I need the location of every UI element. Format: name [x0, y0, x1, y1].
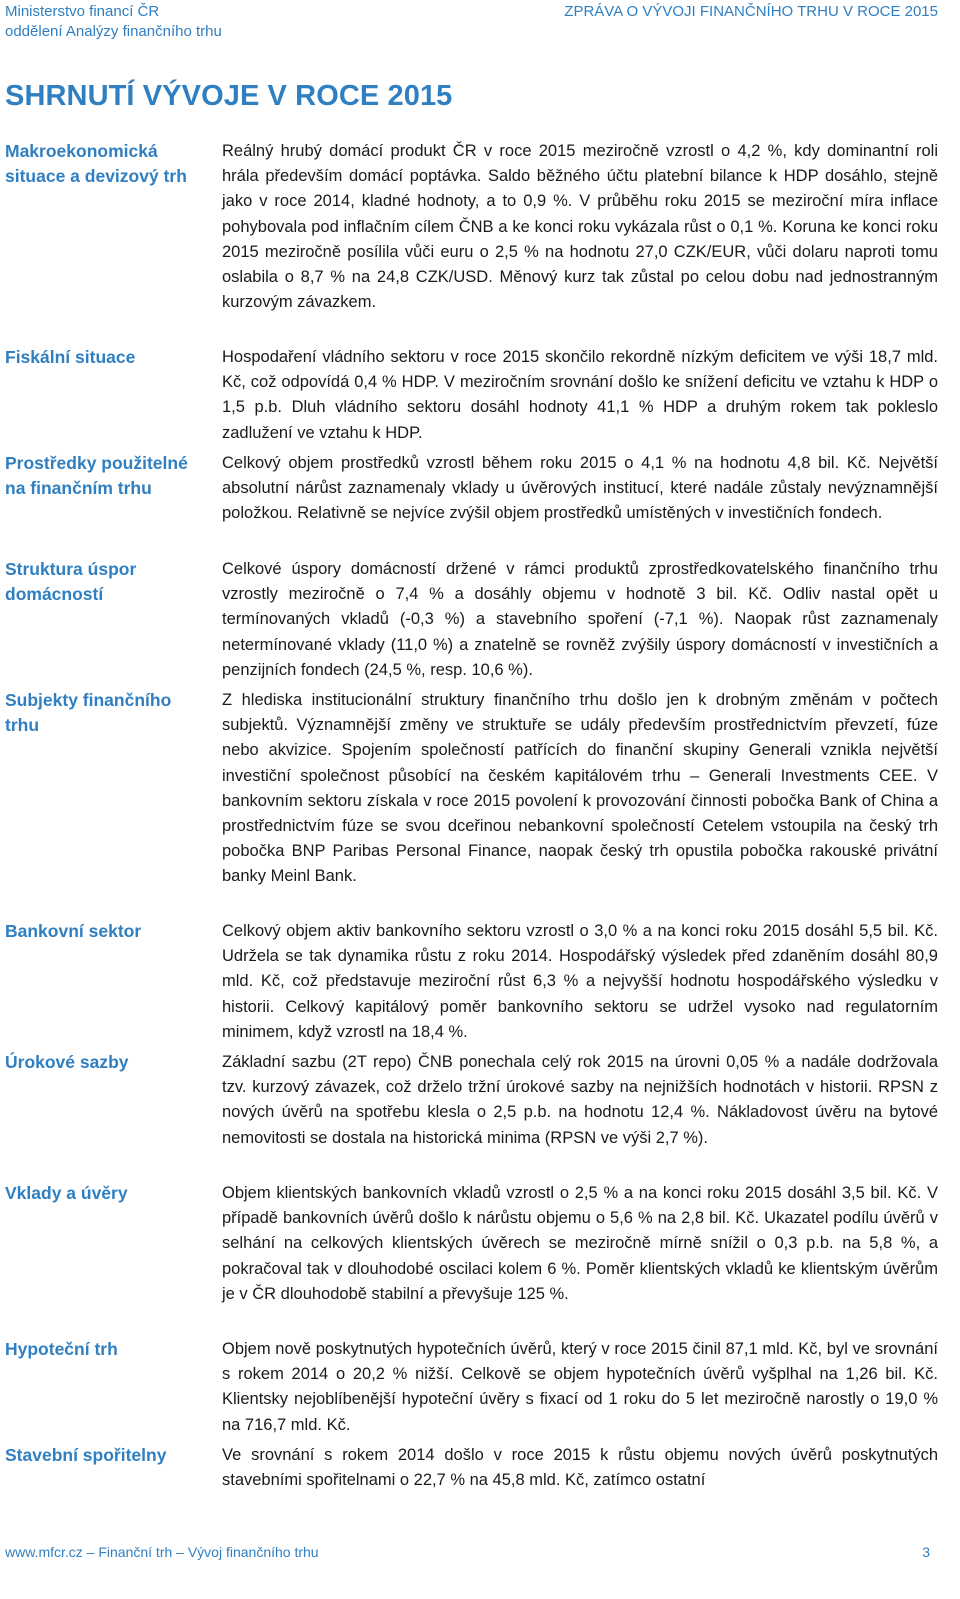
section-text-macro: Reálný hrubý domácí produkt ČR v roce 2015 meziročně vzrostl o 4,2 %, kdy dominantní roli hrála především domácí poptávka. Saldo běžného účtu platební bilance k HDP dosáhlo, stejně jako v roce 2014, kladné hodnoty, a to 0,9 %. V průběhu roku 2015 se meziroční míra inflace pohybovala pod inflačním cílem ČNB a ke konci roku vykázala růst o 0,1 %. Koruna ke konci roku 2015 meziročně posílila vůči euru o 2,5 % na hodnotu 27,0 CZK/EUR, vůči dolaru naproti tomu oslabila o 8,7 % na 24,8 CZK/USD. Měnový kurz tak zůstal po celou dobu nad jednostranným kurzovým závazkem. — [222, 142, 938, 312]
section-heading-mortgage: Hypoteční trh — [5, 1339, 118, 1359]
section-heading-macro: Makroekonomická situace a devizový trh — [5, 141, 187, 186]
section-heading-resources: Prostředky použitelné na finančním trhu — [5, 453, 188, 498]
section-heading-banking: Bankovní sektor — [5, 921, 142, 941]
section-text-building-savings: Ve srovnání s rokem 2014 došlo v roce 2015 k růstu objemu nových úvěrů poskytnutých stavebními spořitelnami o 22,7 % na 45,8 mld. Kč, zatímco ostatní — [222, 1446, 938, 1490]
page-number: 3 — [922, 1544, 930, 1560]
section-heading-rates: Úrokové sazby — [5, 1052, 129, 1072]
header-org-line2: oddělení Analýzy finančního trhu — [5, 23, 222, 40]
footer-link[interactable]: www.mfcr.cz – Finanční trh – Vývoj finančního trhu — [5, 1544, 319, 1560]
page-title: SHRNUTÍ VÝVOJE V ROCE 2015 — [5, 80, 453, 112]
section-text-fiscal: Hospodaření vládního sektoru v roce 2015 skončilo rekordně nízkým deficitem ve výši 18,7 mld. Kč, což odpovídá 0,4 % HDP. V meziročním srovnání došlo ke snížení deficitu ve vztahu k HDP o 1,5 p.b. Dluh vládního sektoru dosáhl hodnoty 41,1 % HDP a druhým rokem tak pokleslo zadlužení ve vztahu k HDP. — [222, 348, 938, 442]
section-text-mortgage: Objem nově poskytnutých hypotečních úvěrů, který v roce 2015 činil 87,1 mld. Kč, byl ve srovnání s rokem 2014 o 20,2 % nižší. Celkově se objem hypotečních úvěrů vyšplhal na 1,26 bil. Kč. Klientsky nejoblíbenější hypoteční úvěry s fixací od 1 roku do 5 let meziročně narostly o 19,0 % na 716,7 mld. Kč. — [222, 1340, 938, 1434]
header-org-line1: Ministerstvo financí ČR — [5, 3, 160, 20]
header-org — [5, 2, 222, 42]
section-text-banking: Celkový objem aktiv bankovního sektoru vzrostl o 3,0 % a na konci roku 2015 dosáhl 5,5 bil. Kč. Udržela se tak dynamika růstu z roku 2014. Hospodářský výsledek před zdaněním dosáhl 80,9 mld. Kč, což představuje meziroční růst 6,3 % a nejvyšší hodnotu hospodářského výsledku v historii. Celkový kapitálový poměr bankovního sektoru se udržel vysoko nad regulatorním minimem, když vzrostl na 18,4 %. — [222, 922, 938, 1041]
section-heading-subjects: Subjekty finančního trhu — [5, 690, 172, 735]
section-heading-building-savings: Stavební spořitelny — [5, 1445, 167, 1465]
section-text-savings: Celkové úspory domácností držené v rámci produktů zprostředkovatelského finančního trhu vzrostly meziročně o 7,4 % a dosáhly objemu v hodnotě 3 bil. Kč. Odliv nastal opět u termínovaných vkladů (-0,3 %) a stavebního spoření (-7,1 %). Naopak růst zaznamenaly netermínované vklady (11,0 %) a znatelně se rovněž zvýšily úspory domácností v investičních a penzijních fondech (24,5 %, resp. 10,6 %). — [222, 560, 938, 679]
section-heading-savings: Struktura úspor domácností — [5, 559, 137, 604]
section-text-resources: Celkový objem prostředků vzrostl během roku 2015 o 4,1 % na hodnotu 4,8 bil. Kč. Největší absolutní nárůst zaznamenaly vklady u úvěrových institucí, které nadále zůstaly nevýznamnější položkou. Relativně se nejvíce zvýšil objem prostředků umístěných v investičních fondech. — [222, 454, 938, 523]
header-report-title: ZPRÁVA O VÝVOJI FINANČNÍHO TRHU V ROCE 2015 — [564, 3, 938, 20]
section-text-subjects: Z hlediska institucionální struktury finančního trhu došlo jen k drobným změnám v počtech subjektů. Významnější změny ve struktuře se udály především prostřednictvím převzetí, fúze nebo akvizice. Spojením společností patřících do finanční skupiny Generali vznikla největší investiční společnost působící na českém kapitálovém trhu – Generali Investments CEE. V bankovním sektoru získala v roce 2015 povolení k provozování činnosti pobočka Bank of China a prostřednictvím fúze se svou dceřinou nebankovní společností Cetelem vstoupila na český trh pobočka BNP Paribas Personal Finance, naopak český trh opustila pobočka rakouské privátní banky Meinl Bank. — [222, 691, 938, 886]
section-text-deposits: Objem klientských bankovních vkladů vzrostl o 2,5 % a na konci roku 2015 dosáhl 3,5 bil. Kč. V případě bankovních úvěrů došlo k nárůstu objemu o 5,6 % na 2,8 bil. Kč. Ukazatel podílu úvěrů v selhání na celkových klientských úvěrech se meziročně mírně snížil o 0,3 p.b. na 5,8 %, a pokračoval tak v dlouhodobé oscilaci kolem 6 %. Poměr klientských vkladů ke klientským úvěrům je v ČR dlouhodobě stabilní a převyšuje 125 %. — [222, 1184, 938, 1303]
section-heading-fiscal: Fiskální situace — [5, 347, 136, 367]
section-text-rates: Základní sazbu (2T repo) ČNB ponechala celý rok 2015 na úrovni 0,05 % a nadále dodržovala tzv. kurzový závazek, což drželo tržní úrokové sazby na nejnižších hodnotách v historii. RPSN z nových úvěrů na spotřebu klesla o 2,5 p.b. na hodnotu 12,4 %. Nákladovost úvěru na bytové nemovitosti se dostala na historická minima (RPSN ve výši 2,7 %). — [222, 1053, 938, 1147]
section-heading-deposits: Vklady a úvěry — [5, 1183, 128, 1203]
